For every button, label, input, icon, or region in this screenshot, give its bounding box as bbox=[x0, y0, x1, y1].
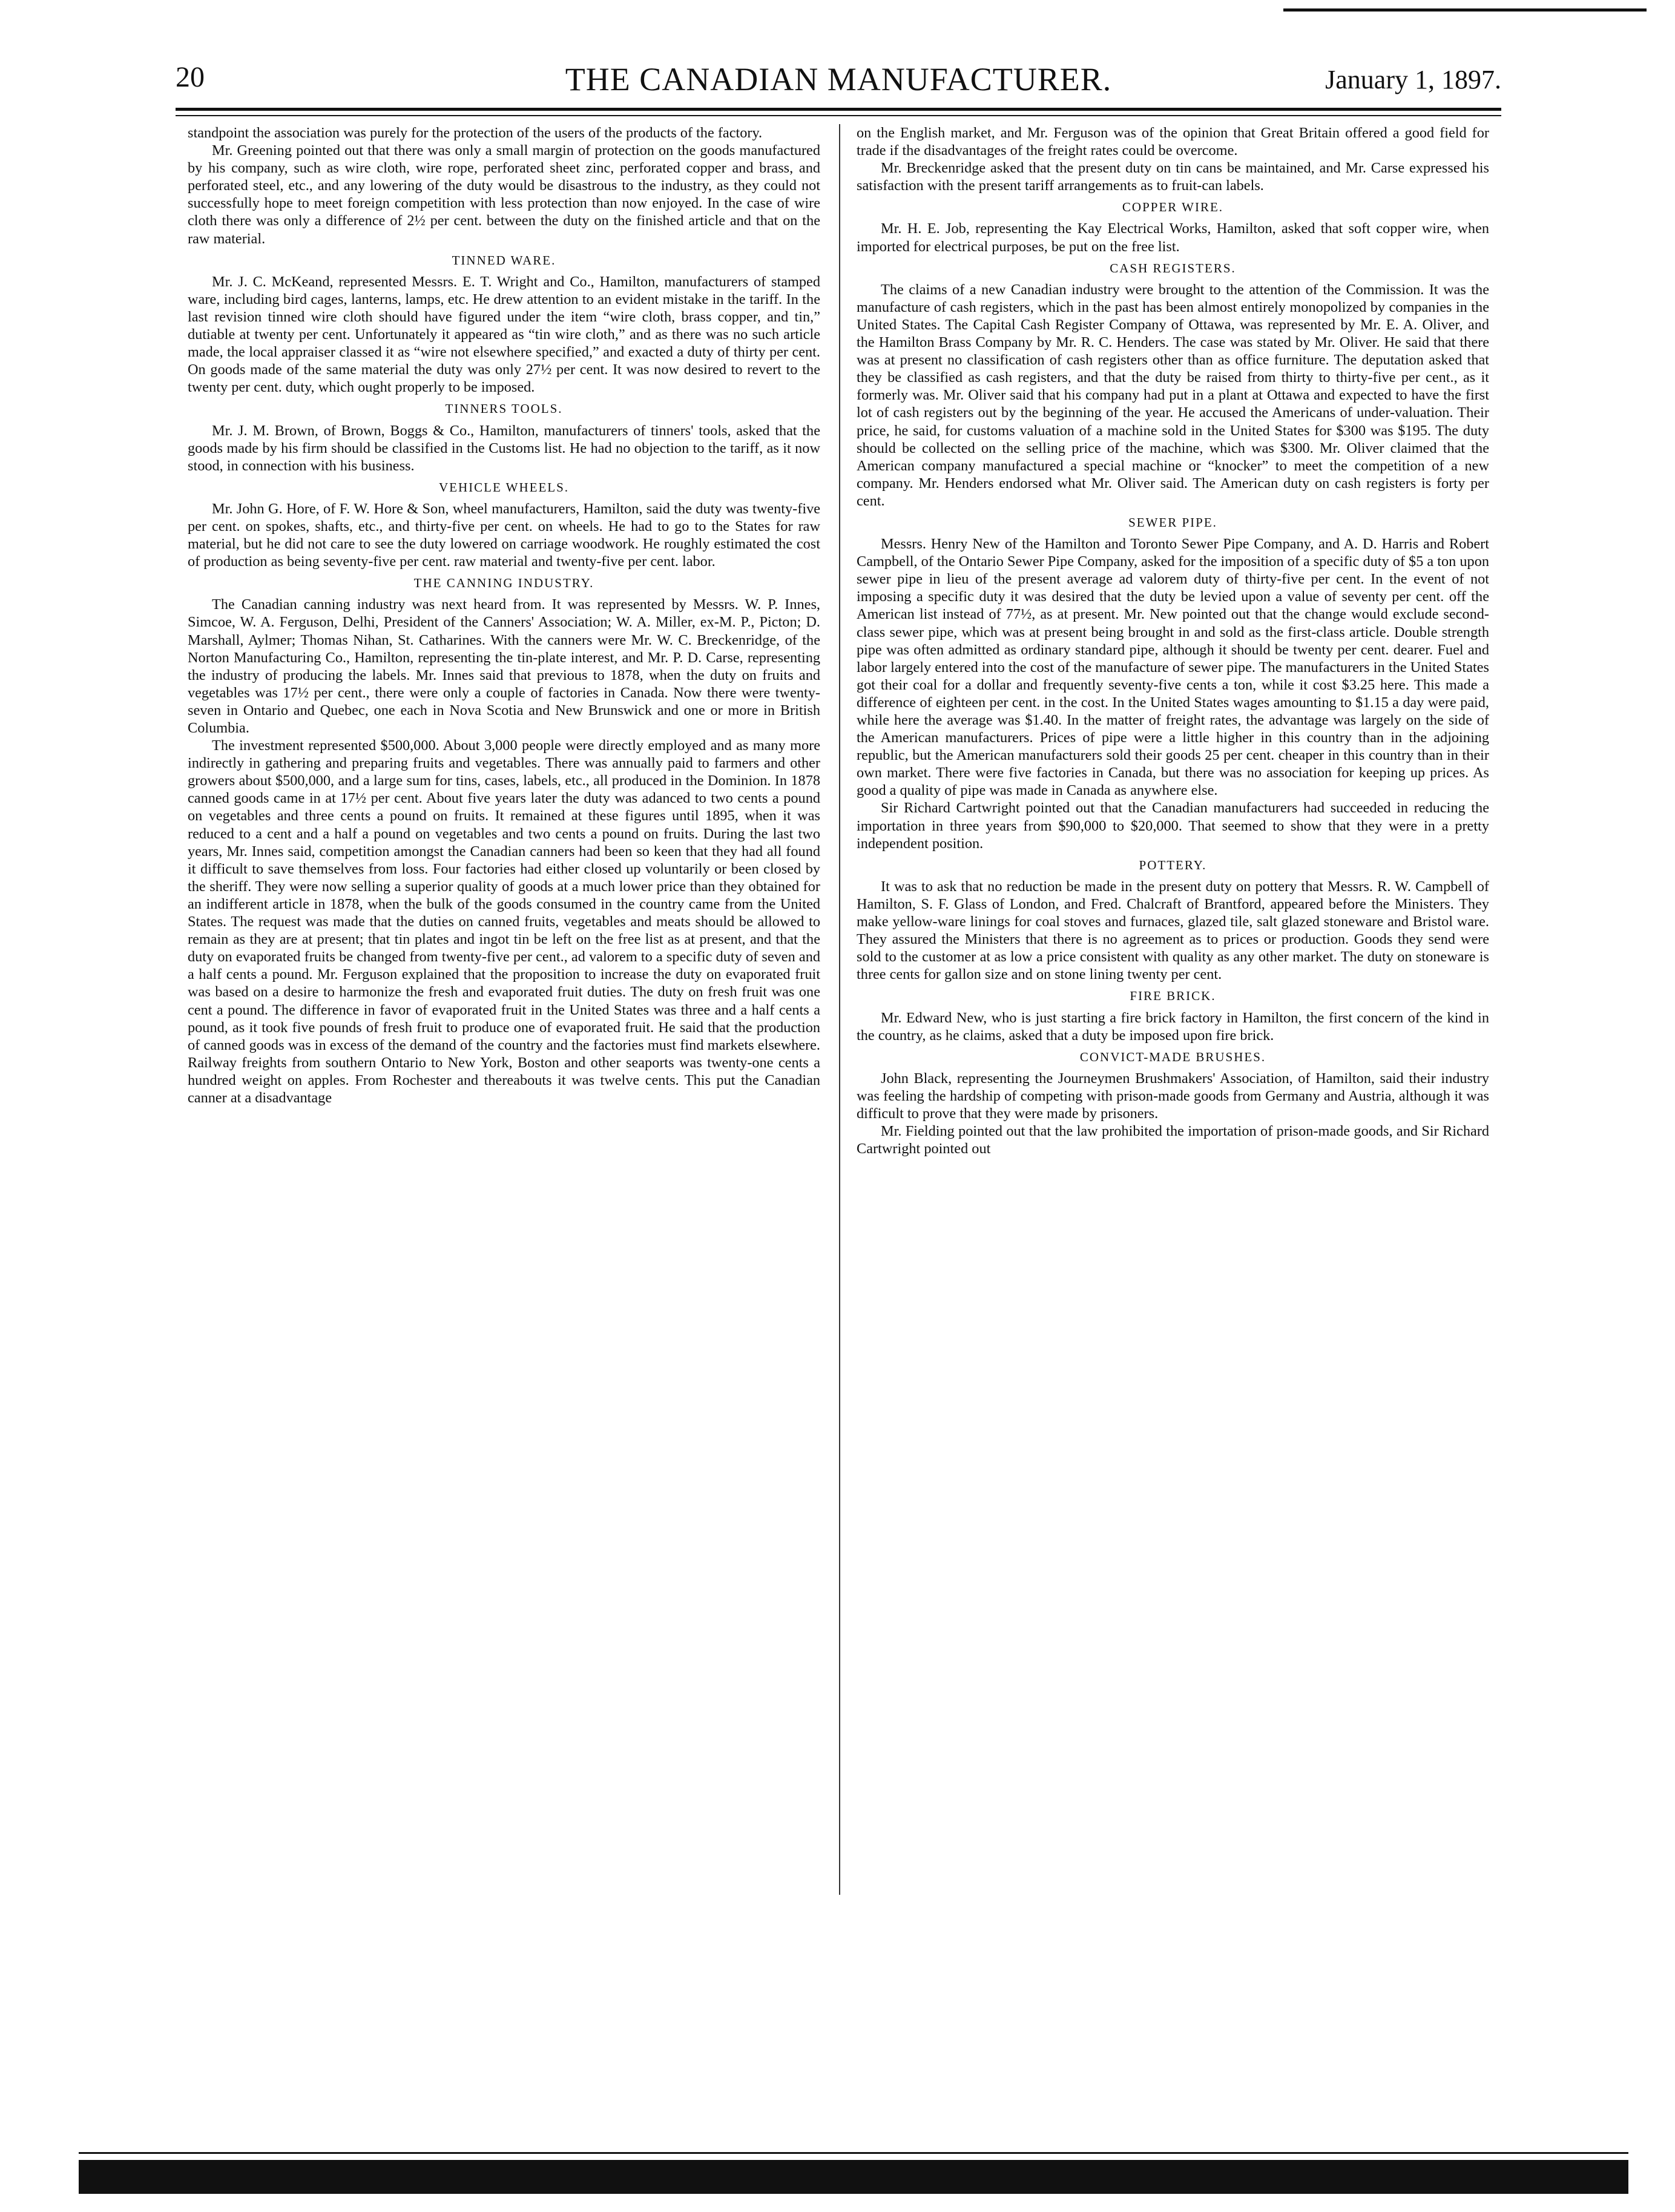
paragraph: Mr. John G. Hore, of F. W. Hore & Son, wheel manufacturers, Hamilton, said the duty was twenty-five per cent. on spokes, shafts, etc., and thirty-five per cent. on wheels. He had to go to the States for raw material, but he did not care to see the duty lowered on carriage woodwork. He roughly estimated the cost of production as being seventy-five per cent. raw material and twenty-five per cent. labor. bbox=[188, 500, 820, 570]
column-divider bbox=[839, 124, 840, 1895]
section-heading: COPPER WIRE. bbox=[1122, 200, 1224, 215]
issue-date: January 1, 1897. bbox=[1325, 65, 1501, 94]
paragraph: on the English market, and Mr. Ferguson was of the opinion that Great Britain offered a good field for trade if the disadvantages of the freight rates could be overcome. bbox=[857, 125, 1489, 159]
section-heading: VEHICLE WHEELS. bbox=[438, 479, 570, 495]
section-heading: TINNERS TOOLS. bbox=[445, 401, 563, 416]
page-header bbox=[176, 61, 1501, 115]
page-number: 20 bbox=[176, 61, 205, 93]
paragraph: The investment represented $500,000. About 3,000 people were directly employed and as many more indirectly in gathering and preparing fruits and vegetables. There was annually paid to farmers and other growers about $500,000, and a large sum for tins, cases, labels, etc., all produced in the Dominion. In 1878 canned goods came in at 17½ per cent. About five years later the duty was adanced to two cents a pound on vegetables and three cents a pound on fruits. It remained at these figures until 1895, when it was reduced to a cent and a half a pound on vegetables and two cents a pound on fruits. During the last two years, Mr. Innes said, competition amongst the Canadian canners had been so keen that they had all found it difficult to save themselves from loss. Four factories had either closed up voluntarily or been closed by the sheriff. They were now selling a superior quality of goods at a much lower price than they obtained for an indifferent article in 1878, when the bulk of the goods consumed in the country came from the United States. The request was made that the duties on canned fruits, vegetables and meats should be allowed to remain as they are at present; that tin plates and ingot tin be left on the free list as at present, and that the duty on evaporated fruits be changed from twenty-five per cent., ad valorem to a specific duty of seven and a half cents a pound. Mr. Ferguson explained that the proposition to increase the duty on evaporated fruit was based on a desire to harmonize the fresh and evaporated fruit duties. The duty on fresh fruit was one cent a pound. The difference in favor of evaporated fruit in the United States was three and a half cents a pound, as it took five pounds of fresh fruit to produce one of evaporated fruit. He said that the production of canned goods was in excess of the demand of the country and the factories must find markets elsewhere. Railway freights from southern Ontario to New York, Boston and other seaports was twenty-one cents a hundred weight on apples. From Rochester and thereabouts it was twelve cents. This put the Canadian canner at a disadvantage bbox=[188, 737, 820, 1106]
section-heading: POTTERY. bbox=[1139, 857, 1207, 872]
footer-rule bbox=[79, 2152, 1628, 2154]
left-column bbox=[188, 124, 820, 1925]
section-heading: SEWER PIPE. bbox=[1128, 515, 1217, 530]
section-heading: TINNED WARE. bbox=[452, 252, 556, 268]
header-rule-thick bbox=[176, 108, 1501, 111]
section-heading: THE CANNING INDUSTRY. bbox=[413, 576, 594, 591]
paragraph: Mr. H. E. Job, representing the Kay Electrical Works, Hamilton, asked that soft copper wire, when imported for electrical purposes, be put on the free list. bbox=[857, 220, 1489, 255]
paragraph: Mr. J. C. McKeand, represented Messrs. E. T. Wright and Co., Hamilton, manufacturers of stamped ware, including bird cages, lanterns, lamps, etc. He drew attention to an evident mistake in the tariff. In the last revision tinned wire cloth should have figured under the item “wire cloth, brass copper, and tin,” dutiable at twenty per cent. Unfortunately it appeared as “tin wire cloth,” and as there was no such article made, the local appraiser classed it as “wire not elsewhere specified,” and exacted a duty of thirty per cent. On goods made of the same material the duty was only 27½ per cent. It was now desired to revert to the twenty per cent. duty, which ought properly to be imposed. bbox=[188, 273, 820, 396]
paragraph: John Black, representing the Journeymen Brushmakers' Association, of Hamilton, said their industry was feeling the hardship of competing with prison-made goods from Germany and Austria, although it was difficult to prove that they were made by prisoners. bbox=[857, 1070, 1489, 1122]
paragraph: Messrs. Henry New of the Hamilton and Toronto Sewer Pipe Company, and A. D. Harris and Robert Campbell, of the Ontario Sewer Pipe Company, asked for the imposition of a specific duty of $5 a ton upon sewer pipe in lieu of the present average ad valorem duty of thirty-five per cent. In the event of not imposing a specific duty it was desired that the duty be levied upon a value of seventy per cent. off the American list instead of 77½, as at present. Mr. New pointed out that the change would exclude second-class sewer pipe, which was at present being brought in and sold as the first-class article. Double strength pipe was often admitted as ordinary standard pipe, although it should be twenty per cent. dearer. Fuel and labor largely entered into the cost of the manufacture of sewer pipe. The manufacturers in the United States got their coal for a dollar and frequently seventy-five cents a ton, while it cost $3.25 here. This made a difference of eighteen per cent. in the cost. In the United States wages amounting to $1.15 a day were paid, while here the average was $1.40. In the matter of freight rates, the advantage was largely on the side of the American manufacturers. Prices of pipe were a little higher in this country than in the adjoining republic, but the American manufacturers sold their goods 25 per cent. cheaper in this country than in their own market. There were five factories in Canada, but there was no association for keeping up prices. As good a quality of pipe was made in Canada as anywhere else. bbox=[857, 536, 1489, 799]
paragraph: The Canadian canning industry was next heard from. It was represented by Messrs. W. P. Innes, Simcoe, W. A. Ferguson, Delhi, President of the Canners' Association; W. A. Miller, ex-M. P., Picton; D. Marshall, Aylmer; Thomas Nihan, St. Catharines. With the canners were Mr. W. C. Breckenridge, of the Norton Manufacturing Co., Hamilton, representing the tin-plate interest, and Mr. P. D. Carse, representing the industry of producing the labels. Mr. Innes said that previous to 1878, when the duty on fruits and vegetables was 17½ per cent., there were only a couple of factories in Canada. Now there were twenty-seven in Ontario and Quebec, one each in Nova Scotia and New Brunswick and one or more in British Columbia. bbox=[188, 596, 820, 736]
footer-bar bbox=[79, 2160, 1628, 2194]
section-heading: CONVICT-MADE BRUSHES. bbox=[1079, 1049, 1266, 1064]
paragraph: Mr. Breckenridge asked that the present duty on tin cans be maintained, and Mr. Carse expressed his satisfaction with the present tariff arrangements as to fruit-can labels. bbox=[857, 160, 1489, 194]
paragraph: Mr. J. M. Brown, of Brown, Boggs & Co., Hamilton, manufacturers of tinners' tools, asked that the goods made by his firm should be classified in the Customs list. He had no objection to the tariff, as it now stood, in connection with his business. bbox=[188, 422, 820, 474]
header-rule-thin bbox=[176, 115, 1501, 116]
paragraph: It was to ask that no reduction be made in the present duty on pottery that Messrs. R. W. Campbell of Hamilton, S. F. Glass of London, and Fred. Chalcraft of Brantford, appeared before the Ministers. They make yellow-ware linings for coal stoves and furnaces, glazed tile, salt glazed stoneware and Bristol ware. They assured the Ministers that there is no agreement as to prices or production. Goods they send were sold to the customer at as low a price consistent with quality as any other market. The duty on stoneware is three cents for gallon size and on stone lining twenty per cent. bbox=[857, 878, 1489, 983]
section-heading: CASH REGISTERS. bbox=[1110, 260, 1236, 275]
paragraph: Mr. Fielding pointed out that the law prohibited the importation of prison-made goods, and Sir Richard Cartwright pointed out bbox=[857, 1123, 1489, 1157]
paragraph: Sir Richard Cartwright pointed out that the Canadian manufacturers had succeeded in reducing the importation in three years from $90,000 to $20,000. That seemed to show that they were in a pretty independent position. bbox=[857, 800, 1489, 852]
paragraph: standpoint the association was purely for the protection of the users of the products of the factory. bbox=[188, 125, 763, 141]
paragraph: Mr. Greening pointed out that there was only a small margin of protection on the goods manufactured by his company, such as wire cloth, wire rope, perforated sheet zinc, perforated copper and brass, and perforated steel, etc., and any lowering of the duty would be disastrous to the industry, as they could not successfully hope to meet foreign competition with less protection than now enjoyed. In the case of wire cloth there was only a difference of 2½ per cent. between the duty on the finished article and that on the raw material. bbox=[188, 142, 820, 247]
top-edge-rule bbox=[1283, 8, 1647, 12]
right-column bbox=[857, 124, 1489, 1880]
section-heading: FIRE BRICK. bbox=[1130, 989, 1216, 1004]
paragraph: The claims of a new Canadian industry were brought to the attention of the Commission. It was the manufacture of cash registers, which in the past has been almost entirely monopolized by companies in the United States. The Capital Cash Register Company of Ottawa, was represented by Mr. E. A. Oliver, and the Hamilton Brass Company by Mr. R. C. Henders. The case was stated by Mr. Oliver. He said that there was at present no classification of cash registers other than as office furniture. The deputation asked that they be classified as cash registers, and that the duty be raised from thirty to thirty-five per cent., as it formerly was. Mr. Oliver said that his company had put in a plant at Ottawa and expected to have the first lot of cash registers out by the beginning of the year. He accused the Americans of under-valuation. Their price, he said, for customs valuation of a machine sold in the United States for $300 was $195. The duty should be collected on the selling price of the machine, which was $300. Mr. Oliver claimed that the American company manufactured a special machine or “knocker” to meet the competition of a new company. Mr. Henders endorsed what Mr. Oliver said. The American duty on cash registers is forty per cent. bbox=[857, 281, 1489, 509]
paragraph: Mr. Edward New, who is just starting a fire brick factory in Hamilton, the first concern of the kind in the country, as he claims, asked that a duty be imposed upon fire brick. bbox=[857, 1009, 1489, 1044]
publication-title: THE CANADIAN MANUFACTURER. bbox=[565, 61, 1112, 97]
